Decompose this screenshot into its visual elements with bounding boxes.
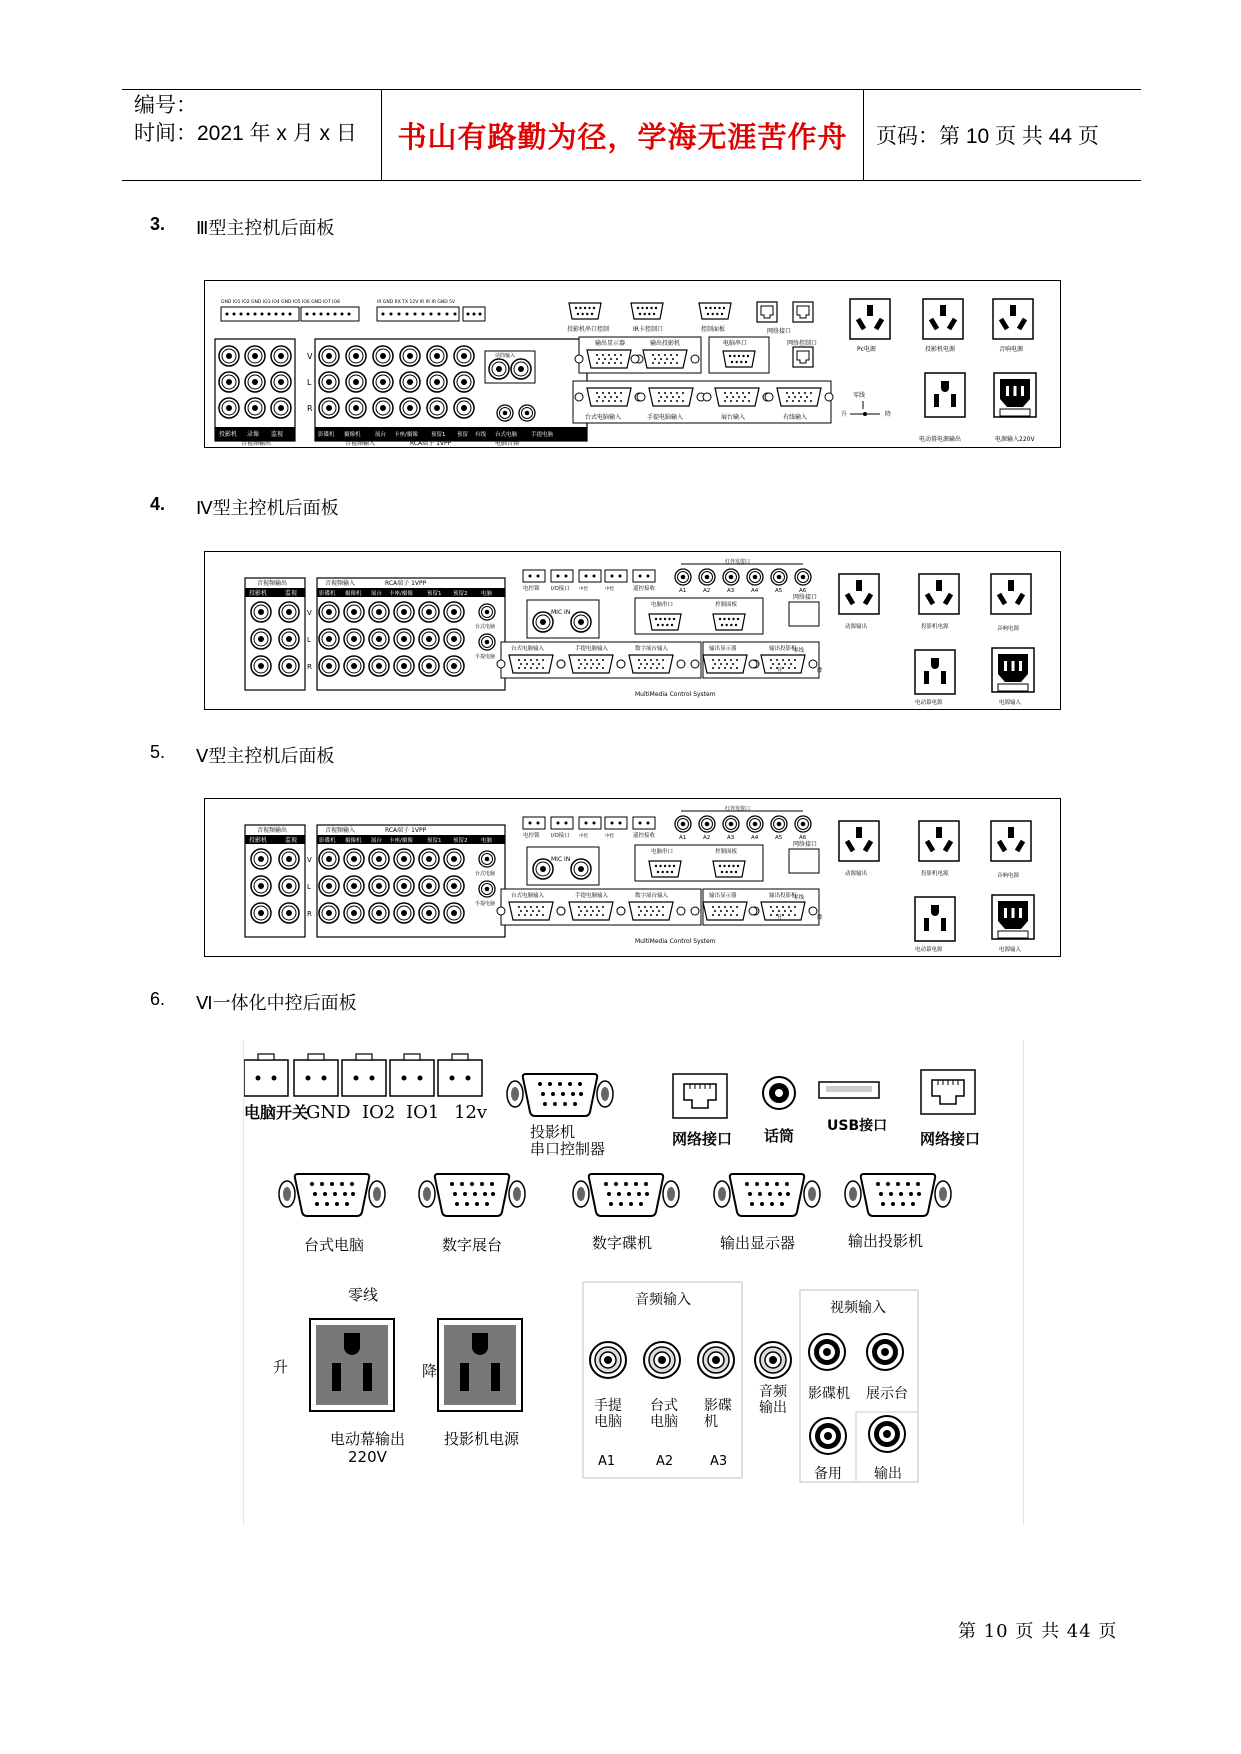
av-in-4: 卡座/摄像 — [394, 432, 418, 438]
power-out-label: 动源输出 — [845, 871, 868, 877]
av-out-2: 监视 — [285, 837, 298, 844]
terminal-gnd: GND — [306, 1102, 351, 1123]
mic-label: MIC IN — [551, 856, 571, 863]
top-terminal-labels: GND IO1 IO2 GND IO3 IO4 GND IO5 IO6 GND IO7 IO8 — [221, 300, 340, 305]
vga-out-1: 输出显示器 — [709, 646, 737, 652]
terminal-io1: IO1 — [406, 1102, 440, 1123]
vga-2: 数字展台 — [442, 1236, 503, 1254]
audio-in-2a: 台式 — [650, 1398, 678, 1414]
up-label: 升 — [777, 915, 783, 921]
terminal-2: I/O接口 — [551, 586, 570, 592]
section-number: 6. — [150, 989, 166, 1009]
video-in-1: 影碟机 — [808, 1386, 850, 1402]
ir-title: 红外发射口 — [725, 806, 751, 812]
vga-in-2: 手提电脑输入 — [647, 414, 684, 421]
video-in-2: 展示台 — [866, 1386, 908, 1402]
av-out-title: 音视频输出 — [257, 827, 288, 834]
down-label: 降 — [817, 668, 823, 674]
net-label: 网络接口 — [767, 328, 792, 335]
av-in-7: 电脑 — [481, 838, 493, 844]
av-in-1: 影碟机 — [319, 838, 336, 844]
pc-serial-label: 电脑串口 — [723, 340, 748, 347]
audio-in-1a: 手提 — [594, 1398, 622, 1414]
ir-a5: A5 — [775, 588, 783, 594]
pc-power-label: Pc电源 — [857, 346, 876, 353]
av-out-1: 投影机 — [219, 431, 238, 438]
audio-in-3a: 影碟 — [704, 1398, 732, 1414]
vga-in-1: 台式电脑输入 — [511, 893, 545, 899]
ir-a2: A2 — [703, 588, 711, 594]
terminal-4: 中控 — [605, 834, 614, 839]
serial-label: 投影机串口控制 — [567, 326, 610, 333]
power-out-label: 动源输出 — [845, 624, 868, 630]
net-label-1: 网络接口 — [672, 1130, 733, 1148]
section-6-heading — [150, 989, 357, 1015]
section-title: Ⅳ型主控机后面板 — [196, 498, 339, 518]
vga-in-3: 展台输入 — [721, 414, 746, 421]
panel-3-drawing — [205, 281, 1060, 447]
up-label: 升 — [273, 1358, 289, 1376]
av-in-1: 影碟机 — [319, 591, 336, 597]
av-out-2: 录像 — [247, 431, 260, 438]
control-panel-label: 控制面板 — [715, 602, 738, 608]
brand-label: MultiMedia Control System — [635, 691, 716, 698]
terminal-5: 遥控接收 — [633, 833, 656, 839]
av-in-4: 卡座/摄像 — [389, 591, 413, 597]
av-in-4: 卡座/摄像 — [389, 838, 413, 844]
zero-label: 零线 — [793, 648, 805, 654]
audio-out-b: 输出 — [759, 1400, 787, 1416]
terminal-2: I/O接口 — [551, 833, 570, 839]
terminal-12v: 12v — [454, 1102, 488, 1123]
pc-serial-label: 电脑串口 — [651, 849, 674, 855]
pc-label-2: 手提电脑 — [475, 654, 496, 660]
audio-in-1b: 电脑 — [594, 1414, 622, 1430]
net-label: 网络接口 — [793, 594, 818, 601]
net-control-label: 网络控制口 — [787, 340, 818, 347]
section-title: Ⅵ一体化中控后面板 — [196, 993, 357, 1013]
av-out-title: 音视频输出 — [257, 580, 288, 587]
usb-label: USB接口 — [827, 1118, 888, 1134]
rca-label: RCA端子 1VPP — [410, 440, 452, 447]
audio-in-3b: 机 — [704, 1414, 718, 1430]
audio-power-label: 音响电源 — [997, 873, 1020, 879]
vga-in-2: 手提电脑输入 — [575, 646, 609, 652]
terminal-1: 电控锁 — [523, 833, 540, 839]
zero-label: 零线 — [348, 1286, 379, 1304]
vga-5: 输出投影机 — [848, 1232, 924, 1250]
terminal-pc-switch: 电脑开关 — [244, 1103, 309, 1122]
ir-a6: A6 — [799, 835, 807, 841]
terminal-1: 电控锁 — [523, 586, 540, 592]
section-number: 4. — [150, 494, 166, 514]
ir-a2: A2 — [703, 835, 711, 841]
page-footer: 第 10 页 共 44 页 — [958, 1621, 1118, 1642]
net-label-2: 网络接口 — [920, 1130, 981, 1148]
terminal-3: 中控 — [579, 834, 588, 839]
vlr-l: L — [307, 636, 311, 644]
av-out-1: 投影机 — [249, 590, 268, 597]
number-label: 编号： — [134, 94, 197, 117]
zero-label: 零线 — [853, 392, 866, 399]
vlr-r: R — [307, 663, 312, 671]
vlr-v: V — [307, 856, 312, 864]
ir-a6: A6 — [799, 588, 807, 594]
screen-label: 电动幕电源 — [915, 947, 943, 953]
vga-1: 台式电脑 — [304, 1236, 365, 1254]
av-in-8: 台式电脑 — [495, 432, 518, 438]
section-title: Ⅲ型主控机后面板 — [196, 218, 335, 238]
control-panel-label: 控制面板 — [715, 849, 738, 855]
av-in-3: 展台 — [371, 838, 383, 844]
header-page-label: 页码：第 10 页 共 44 页 — [876, 125, 1099, 148]
ir-a3: A3 — [727, 835, 735, 841]
out-projector-label: 输出投影机 — [650, 340, 681, 347]
panel-6-drawing — [244, 1040, 1023, 1525]
vga-in-1: 台式电脑输入 — [511, 646, 545, 652]
pc-label-1: 台式电脑 — [475, 624, 496, 630]
section-number: 3. — [150, 214, 166, 234]
audio-in-title: 音频输入 — [635, 1292, 691, 1308]
av-out-title: 音视频输出 — [241, 440, 272, 447]
vga-in-1: 台式电脑输入 — [585, 414, 622, 421]
serial-label-2: 串口控制器 — [530, 1140, 606, 1158]
vlr-r: R — [307, 910, 312, 918]
vga-out-2: 输出投影机 — [769, 646, 797, 652]
video-in-title: 视频输入 — [830, 1300, 886, 1316]
vlr-l: L — [307, 378, 312, 387]
ir-title: 红外发射口 — [725, 559, 751, 565]
av-in-5: 预留1 — [427, 838, 442, 844]
vga-out-1: 输出显示器 — [709, 893, 737, 899]
header-motto: 书山有路勤为径，学海无涯苦作舟 — [382, 90, 864, 180]
time-label: 时间：2021 年 x 月 x 日 — [134, 122, 357, 145]
ir-control-label: IR卡控制口 — [633, 326, 663, 333]
out-display-label: 输出显示器 — [595, 340, 626, 347]
proj-power-label: 投影机电源 — [921, 871, 949, 877]
pc-label-1: 台式电脑 — [475, 871, 496, 877]
mains-label: 电源输入220V — [995, 436, 1035, 443]
av-in-title: 音视频输入 — [325, 580, 356, 587]
section-3-heading — [150, 214, 334, 240]
vga-out-2: 输出投影机 — [769, 893, 797, 899]
audio-power-label: 音响电源 — [999, 346, 1024, 353]
proj-power-label: 投影机电源 — [444, 1430, 520, 1448]
screen-out-label-1: 电动幕输出 — [330, 1430, 406, 1448]
av-out-2: 监视 — [285, 590, 298, 597]
proj-power-label: 投影机电源 — [921, 624, 949, 630]
av-in-1: 影碟机 — [318, 432, 335, 438]
down-label: 降 — [422, 1362, 438, 1380]
control-panel-label: 控制面板 — [701, 326, 726, 333]
vga-in-3: 数字展台输入 — [635, 893, 669, 899]
section-title: Ⅴ型主控机后面板 — [196, 746, 335, 766]
panel-type-3 — [204, 280, 1061, 448]
av-in-title: 音视频输入 — [345, 440, 376, 447]
up-label: 升 — [841, 411, 848, 418]
panel-4-drawing — [205, 552, 1060, 709]
ir-a4: A4 — [751, 588, 759, 594]
panel-type-5 — [204, 798, 1061, 957]
av-in-9: 手提电脑 — [531, 432, 554, 438]
screen-out-label-2: 220V — [348, 1448, 387, 1466]
vga-in-4: 有线输入 — [783, 414, 808, 421]
top-terminal-labels-2: IR GND RX TX 12V IR IR IR GND 5V — [377, 300, 456, 305]
av-in-2: 摄像机 — [345, 591, 362, 597]
section-4-heading — [150, 494, 339, 520]
mic-label: 话筒输入 — [495, 353, 516, 359]
ir-a3: A3 — [727, 588, 735, 594]
terminal-3: 中控 — [579, 587, 588, 592]
rca-label: RCA端子 1VPP — [385, 580, 427, 587]
av-in-6: 预留2 — [453, 591, 468, 597]
terminal-5: 遥控接收 — [633, 586, 656, 592]
header-meta — [122, 90, 382, 180]
audio-in-2b: 电脑 — [650, 1414, 678, 1430]
proj-power-label: 投影机电源 — [925, 346, 956, 353]
panel-type-4 — [204, 551, 1061, 710]
pc-serial-label: 电脑串口 — [651, 602, 674, 608]
screen-out-label: 电动幕电源输出 — [919, 436, 962, 443]
vga-in-2: 手提电脑输入 — [575, 893, 609, 899]
av-out-3: 监视 — [271, 431, 284, 438]
av-in-2: 摄像机 — [345, 838, 362, 844]
ir-a5: A5 — [775, 835, 783, 841]
pc-label-2: 手提电脑 — [475, 901, 496, 907]
net-label: 网络接口 — [793, 841, 818, 848]
screen-label: 电动幕电源 — [915, 700, 943, 706]
av-in-title: 音视频输入 — [325, 827, 356, 834]
up-label: 升 — [777, 668, 783, 674]
brand-label: MultiMedia Control System — [635, 938, 716, 945]
vlr-l: L — [307, 883, 311, 891]
av-in-2: 摄像机 — [344, 432, 361, 438]
panel-type-6 — [243, 1040, 1024, 1525]
section-number: 5. — [150, 742, 166, 762]
panel-5-drawing — [205, 799, 1060, 956]
av-in-7: 有线 — [475, 432, 487, 438]
ir-a1: A1 — [679, 835, 687, 841]
output-label: 输出 — [874, 1466, 902, 1482]
av-in-5: 预留1 — [427, 591, 442, 597]
vlr-r: R — [307, 404, 313, 413]
mic-label: 话筒 — [764, 1127, 795, 1145]
av-in-5: 预留1 — [431, 432, 446, 438]
mic-label: MIC IN — [551, 609, 571, 616]
av-in-7: 电脑 — [481, 591, 493, 597]
zero-label: 零线 — [793, 895, 805, 901]
down-label: 降 — [885, 411, 892, 418]
terminal-4: 中控 — [605, 587, 614, 592]
vga-3: 数字碟机 — [592, 1234, 653, 1252]
audio-power-label: 音响电源 — [997, 626, 1020, 632]
page-header — [122, 89, 1141, 181]
mains-label: 电源输入 — [999, 947, 1022, 953]
mains-label: 电源输入 — [999, 700, 1022, 706]
vlr-v: V — [307, 352, 313, 361]
av-in-3: 展台 — [371, 591, 383, 597]
serial-label-1: 投影机 — [530, 1123, 576, 1141]
ir-a1: A1 — [679, 588, 687, 594]
pc-audio-label: 电脑音频 — [495, 440, 520, 447]
audio-out-a: 音频 — [759, 1384, 787, 1400]
av-in-6: 预留 — [457, 432, 469, 438]
down-label: 降 — [817, 915, 823, 921]
av-in-3: 展台 — [375, 432, 387, 438]
audio-id-a2: A2 — [656, 1454, 674, 1469]
audio-id-a1: A1 — [598, 1454, 616, 1469]
vga-in-3: 数字展台输入 — [635, 646, 669, 652]
av-in-6: 预留2 — [453, 838, 468, 844]
vlr-v: V — [307, 609, 312, 617]
ir-a4: A4 — [751, 835, 759, 841]
terminal-io2: IO2 — [362, 1102, 396, 1123]
vga-4: 输出显示器 — [720, 1234, 796, 1252]
spare-label: 备用 — [814, 1466, 842, 1482]
rca-label: RCA端子 1VPP — [385, 827, 427, 834]
audio-id-a3: A3 — [710, 1454, 728, 1469]
av-out-1: 投影机 — [249, 837, 268, 844]
section-5-heading — [150, 742, 334, 768]
